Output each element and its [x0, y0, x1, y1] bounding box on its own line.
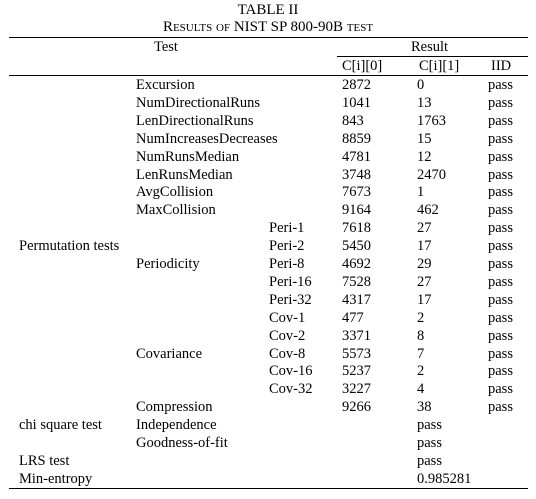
row-c1-cell: 27	[417, 220, 432, 237]
row-c1-cell: 27	[417, 273, 432, 290]
row-test-cell: LenRunsMedian	[136, 166, 233, 183]
row-c0-cell: 4692	[342, 256, 371, 272]
row-c1-cell: pass	[417, 417, 442, 434]
row-subtest-cell: Peri-1	[269, 220, 305, 237]
row-c1-cell: 1763	[417, 112, 446, 129]
row-test-cell: LenDirectionalRuns	[136, 112, 254, 129]
row-subtest-cell: Peri-2	[269, 238, 305, 255]
row-subtest-cell: Peri-8	[269, 256, 305, 272]
row-c1-cell: 0.985281	[417, 470, 472, 487]
row-subtest-cell: Cov-32	[269, 381, 313, 398]
row-c1-cell: 1	[417, 184, 425, 201]
header-c1: C[i][1]	[419, 58, 460, 74]
row-iid-cell: pass	[488, 273, 513, 290]
row-c1-cell: 7	[417, 345, 425, 362]
row-iid-cell: pass	[488, 291, 513, 308]
row-c0-cell: 7618	[342, 220, 371, 237]
row-c1-cell: 2	[417, 309, 425, 326]
row-c1-cell: 17	[417, 238, 432, 255]
row-test-cell: NumDirectionalRuns	[136, 94, 261, 111]
row-c0-cell: 843	[342, 112, 364, 129]
header-result: Result	[411, 39, 449, 55]
row-iid-cell: pass	[488, 184, 513, 201]
row-subtest-cell: Cov-16	[269, 363, 313, 380]
row-test-cell: NumIncreasesDecreases	[136, 130, 278, 147]
row-c1-cell: 29	[417, 256, 432, 272]
row-iid-cell: pass	[488, 256, 513, 272]
row-iid-cell: pass	[488, 220, 513, 237]
header-c0: C[i][0]	[342, 58, 383, 74]
row-c0-cell: 5237	[342, 363, 371, 380]
row-c1-cell: 2	[417, 363, 425, 380]
row-c0-cell: 3371	[342, 327, 371, 344]
row-subtest-cell: Cov-2	[269, 327, 306, 344]
row-c0-cell: 3227	[342, 381, 371, 398]
row-subtest-cell: Cov-8	[269, 345, 306, 362]
row-c1-cell: 4	[417, 381, 425, 398]
row-c0-cell: 4781	[342, 148, 371, 165]
row-c0-cell: 4317	[342, 291, 371, 308]
row-iid-cell: pass	[488, 399, 513, 416]
row-group-cell: LRS test	[19, 452, 70, 469]
row-c1-cell: pass	[417, 452, 442, 469]
row-test-cell: NumRunsMedian	[136, 148, 240, 165]
row-c0-cell: 7673	[342, 184, 371, 201]
row-iid-cell: pass	[488, 202, 513, 219]
row-c0-cell: 1041	[342, 94, 371, 111]
row-test-cell: Covariance	[136, 345, 203, 362]
row-c0-cell: 2872	[342, 77, 371, 93]
row-c0-cell: 9164	[342, 202, 371, 219]
row-iid-cell: pass	[488, 345, 513, 362]
row-iid-cell: pass	[488, 381, 513, 398]
row-iid-cell: pass	[488, 94, 513, 111]
table-caption-number: TABLE II	[237, 2, 299, 18]
row-iid-cell: pass	[488, 77, 513, 93]
row-iid-cell: pass	[488, 327, 513, 344]
row-test-cell: MaxCollision	[136, 202, 216, 219]
row-test-cell: Compression	[136, 399, 213, 416]
row-c1-cell: 2470	[417, 166, 446, 183]
header-test: Test	[154, 39, 178, 55]
row-group-cell: Min-entropy	[19, 470, 93, 487]
row-iid-cell: pass	[488, 166, 513, 183]
top-rule	[9, 37, 528, 38]
row-iid-cell: pass	[488, 112, 513, 129]
table-caption-title: Results of NIST SP 800-90B test	[162, 19, 374, 35]
row-test-cell: AvgCollision	[136, 184, 214, 201]
row-c1-cell: 0	[417, 77, 425, 93]
row-c1-cell: 8	[417, 327, 425, 344]
row-subtest-cell: Cov-1	[269, 309, 306, 326]
row-c1-cell: 462	[417, 202, 439, 219]
header-iid: IID	[491, 58, 512, 74]
row-iid-cell: pass	[488, 363, 513, 380]
header-rule	[9, 75, 528, 76]
row-c1-cell: 38	[417, 399, 432, 416]
row-group-cell: Permutation tests	[19, 238, 120, 255]
row-subtest-cell: Peri-32	[269, 291, 312, 308]
bottom-rule	[9, 488, 528, 489]
row-c1-cell: 12	[417, 148, 432, 165]
row-test-cell: Goodness-of-fit	[136, 435, 228, 451]
row-c0-cell: 5450	[342, 238, 371, 255]
row-c1-cell: 15	[417, 130, 432, 147]
row-iid-cell: pass	[488, 238, 513, 255]
row-test-cell: Excursion	[136, 77, 195, 93]
row-c0-cell: 8859	[342, 130, 371, 147]
row-group-cell: chi square test	[19, 417, 102, 434]
row-iid-cell: pass	[488, 130, 513, 147]
row-c0-cell: 5573	[342, 345, 371, 362]
row-iid-cell: pass	[488, 148, 513, 165]
row-c0-cell: 7528	[342, 273, 371, 290]
row-test-cell: Periodicity	[136, 256, 200, 272]
row-test-cell: Independence	[136, 417, 217, 434]
row-c1-cell: 17	[417, 291, 432, 308]
row-c0-cell: 9266	[342, 399, 371, 416]
row-c1-cell: pass	[417, 435, 442, 451]
row-c0-cell: 477	[342, 309, 364, 326]
row-c0-cell: 3748	[342, 166, 371, 183]
row-iid-cell: pass	[488, 309, 513, 326]
row-c1-cell: 13	[417, 94, 432, 111]
row-subtest-cell: Peri-16	[269, 273, 312, 290]
